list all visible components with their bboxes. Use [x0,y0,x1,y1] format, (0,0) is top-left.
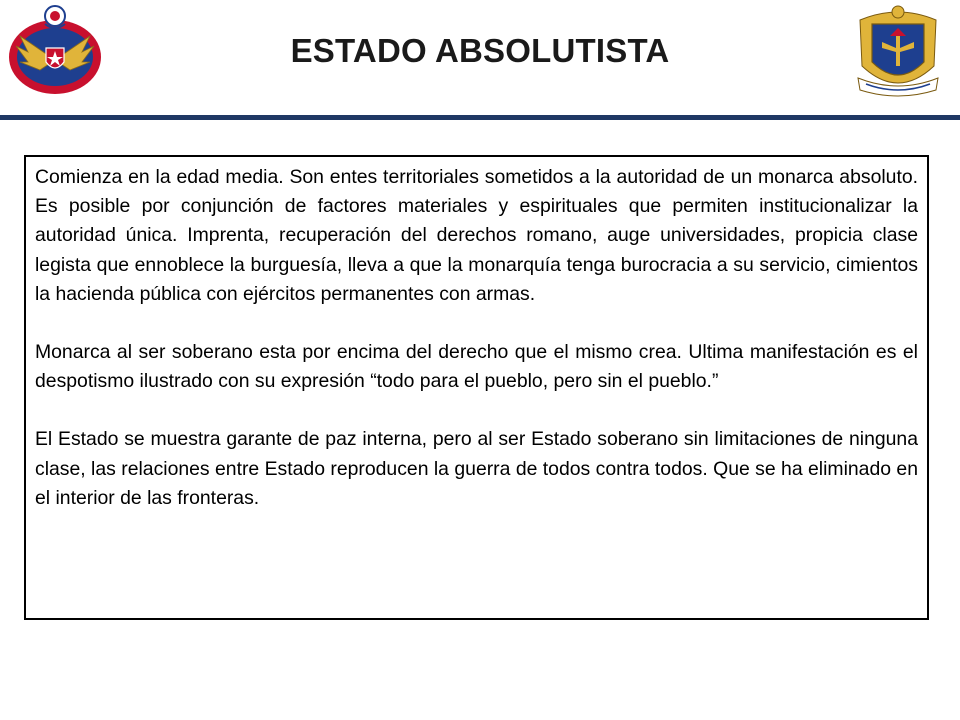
paragraph-2: Monarca al ser soberano esta por encima del derecho que el mismo crea. Ultima manifestación es el despotismo ilustrado con su expresión “todo para el pueblo, pero sin el pueblo.” [35,341,918,393]
content-box [24,155,929,620]
paragraph-3: El Estado se muestra garante de paz interna, pero al ser Estado soberano sin limitaciones de ninguna clase, las relaciones entre Estado reproducen la guerra de todos contra todos. Que se ha eliminado en el interior de las fronteras. [35,428,918,509]
paragraph-1: Comienza en la edad media. Son entes territoriales sometidos a la autoridad de un monarca absoluto. Es posible por conjunción de factores materiales y espirituales que permiten institucionalizar la autoridad única. Imprenta, recuperación del derechos romano, auge universidades, propicia clase legista que ennoblece la burguesía, lleva a que la monarquía tenga burocracia a su servicio, cimientos la hacienda pública con ejércitos permanentes con armas. [35,166,918,305]
header-divider [0,115,960,120]
slide-title: ESTADO ABSOLUTISTA [290,32,670,69]
